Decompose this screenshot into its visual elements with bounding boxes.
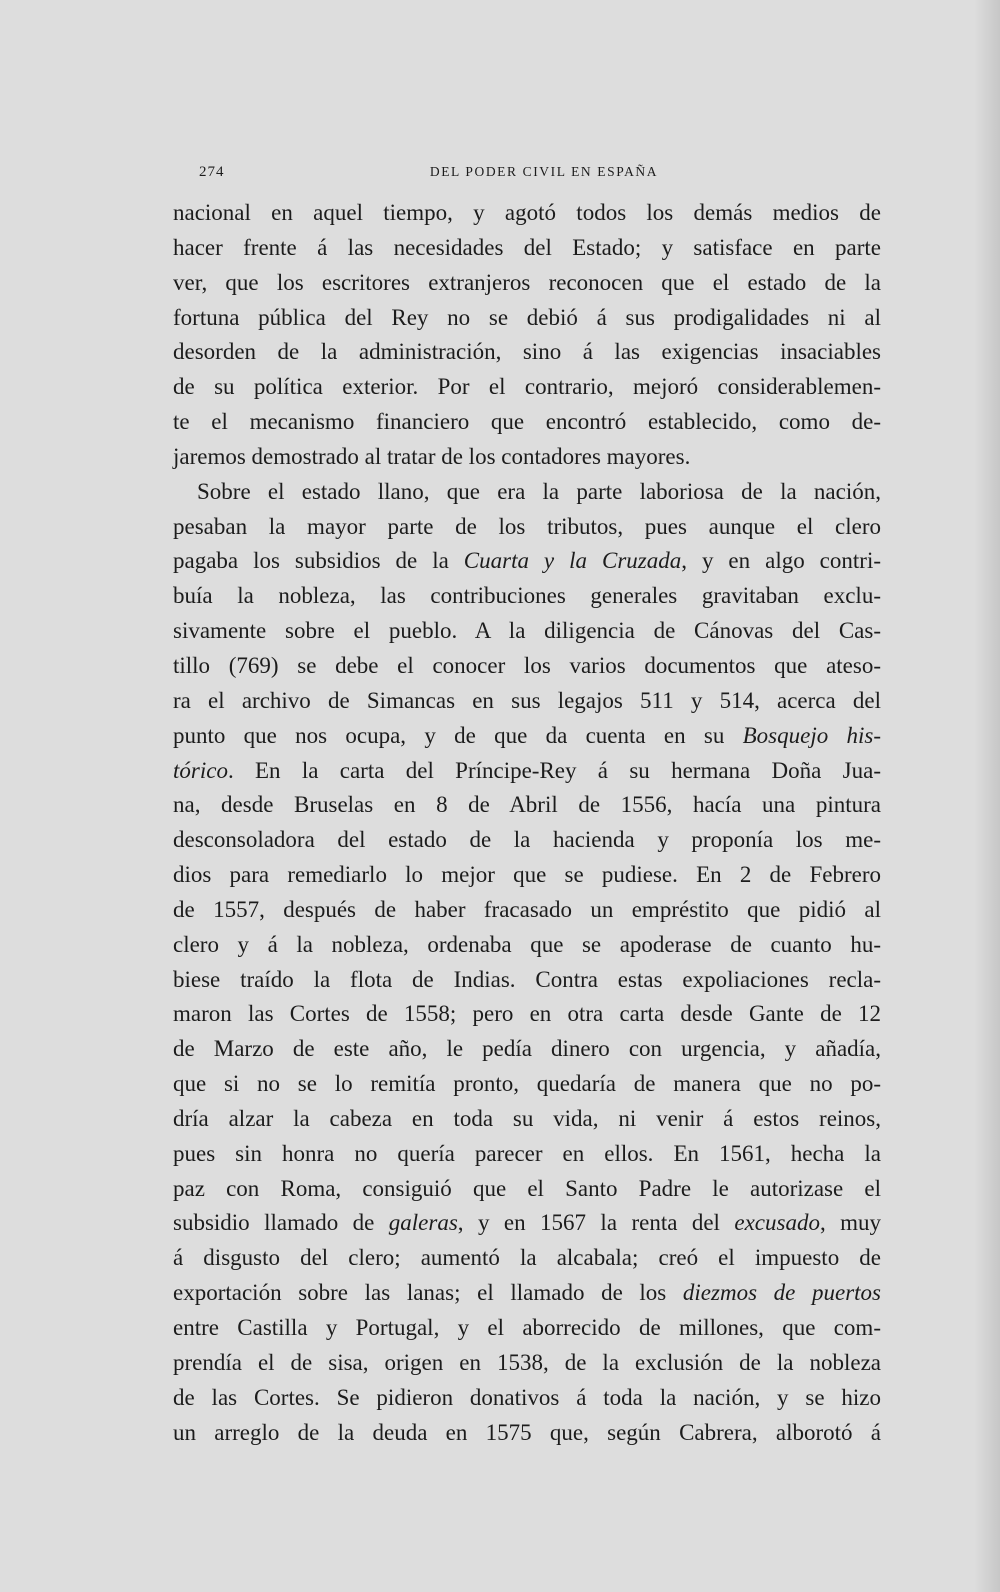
text-run: ra el archivo de Simancas en sus legajos 511 y 514, acerca del [173, 687, 881, 713]
text-run: clero y á la nobleza, ordenaba que se apoderase de cuanto hu- [173, 931, 881, 957]
text-run: sivamente sobre el pueblo. A la diligencia de Cánovas del Cas- [173, 618, 881, 644]
text-run: exportación sobre las lanas; el llamado de los [173, 1280, 683, 1306]
text-line [173, 510, 881, 545]
text-line [173, 196, 881, 231]
text-run: de su política exterior. Por el contrario, mejoró considerablemen- [173, 374, 881, 400]
text-run: de las Cortes. Se pidieron donativos á toda la nación, y se hizo [173, 1384, 881, 1410]
text-run: . En la carta del Príncipe-Rey á su hermana Doña Jua- [227, 757, 881, 783]
text-run: tillo (769) se debe el conocer los varios documentos que ateso- [173, 652, 881, 678]
text-line [173, 1241, 881, 1276]
body-text [173, 196, 881, 1450]
text-line [173, 823, 881, 858]
text-run: de Marzo de este año, le pedía dinero con urgencia, y añadía, [173, 1036, 881, 1062]
text-run: , y en algo contri- [681, 548, 881, 574]
text-run: jaremos demostrado al tratar de los contadores mayores. [173, 443, 691, 469]
text-line [173, 266, 881, 301]
text-line [173, 997, 881, 1032]
text-line [173, 579, 881, 614]
text-run: prendía el de sisa, origen en 1538, de la exclusión de la nobleza [173, 1349, 881, 1375]
text-line [173, 928, 881, 963]
running-title: DEL PODER CIVIL EN ESPAÑA [429, 164, 659, 179]
text-line [173, 754, 881, 789]
text-line [173, 1346, 881, 1381]
text-run: biese traído la flota de Indias. Contra estas expoliaciones recla- [173, 966, 881, 992]
text-run: un arreglo de la deuda en 1575 que, según Cabrera, alborotó á [173, 1419, 881, 1445]
text-run: pues sin honra no quería parecer en ellos. En 1561, hecha la [173, 1140, 881, 1166]
text-run: subsidio llamado de [173, 1210, 389, 1236]
text-run: entre Castilla y Portugal, y el aborrecido de millones, que com- [173, 1315, 881, 1340]
running-head [199, 164, 869, 186]
text-line [173, 858, 881, 893]
text-run: fortuna pública del Rey no se debió á sus prodigalidades ni al [173, 304, 881, 330]
text-run: paz con Roma, consiguió que el Santo Padre le autorizase el [173, 1175, 881, 1201]
text-run: buía la nobleza, las contribuciones generales gravitaban exclu- [173, 583, 881, 609]
text-run: punto que nos ocupa, y de que da cuenta en su [173, 722, 743, 748]
italic-title: tórico [173, 757, 228, 783]
text-line [173, 1067, 881, 1102]
text-run: , muy [819, 1210, 882, 1236]
text-line [173, 684, 881, 719]
text-line [173, 614, 881, 649]
text-line [173, 405, 881, 440]
text-line [173, 1276, 881, 1311]
page-edge-shadow [974, 0, 1000, 1592]
text-line [173, 544, 881, 579]
text-line [173, 335, 881, 370]
text-line [173, 1137, 881, 1172]
text-run: pagaba los subsidios de la [173, 548, 464, 574]
italic-term: diezmos de puertos [682, 1280, 881, 1306]
paragraph-start-line [173, 475, 881, 510]
text-line [173, 649, 881, 684]
text-line [173, 893, 881, 928]
text-line [173, 1416, 881, 1451]
text-line [173, 963, 881, 998]
text-line [173, 788, 881, 823]
text-run: desorden de la administración, sino á las exigencias insaciables [173, 339, 881, 365]
text-line [173, 1311, 881, 1346]
text-run: pesaban la mayor parte de los tributos, pues aunque el clero [173, 513, 881, 539]
text-line [173, 1032, 881, 1067]
text-run: nacional en aquel tiempo, y agotó todos los demás medios de [173, 200, 881, 225]
text-line [173, 231, 881, 266]
text-run: hacer frente á las necesidades del Estado; y satisface en parte [173, 234, 881, 260]
text-line [173, 370, 881, 405]
italic-title: Bosquejo his- [742, 722, 881, 748]
text-run: que si no se lo remitía pronto, quedaría de manera que no po- [173, 1071, 881, 1097]
text-run: Sobre el estado llano, que era la parte laboriosa de la nación, [197, 478, 881, 504]
paragraph-end-line [173, 440, 881, 475]
text-run: , y en 1567 la renta del [457, 1210, 735, 1236]
text-line [173, 719, 881, 754]
italic-term: excusado [734, 1210, 820, 1236]
text-run: dría alzar la cabeza en toda su vida, ni venir á estos reinos, [173, 1105, 881, 1131]
text-line [173, 1172, 881, 1207]
page-number: 274 [199, 164, 225, 180]
text-run: dios para remediarlo lo mejor que se pudiese. En 2 de Febrero [173, 862, 881, 888]
text-line [173, 1102, 881, 1137]
text-line [173, 301, 881, 336]
text-run: maron las Cortes de 1558; pero en otra carta desde Gante de 12 [173, 1001, 881, 1027]
text-run: na, desde Bruselas en 8 de Abril de 1556, hacía una pintura [173, 792, 881, 818]
italic-term: galeras [388, 1210, 458, 1236]
italic-title: Cuarta y la Cruzada [463, 548, 682, 574]
text-run: de 1557, después de haber fracasado un empréstito que pidió al [173, 896, 881, 922]
text-line [173, 1381, 881, 1416]
text-run: ver, que los escritores extranjeros reconocen que el estado de la [173, 269, 881, 295]
text-run: á disgusto del clero; aumentó la alcabala; creó el impuesto de [173, 1245, 881, 1271]
text-run: te el mecanismo financiero que encontró establecido, como de- [173, 409, 881, 435]
text-line [173, 1206, 881, 1241]
text-run: desconsoladora del estado de la hacienda y proponía los me- [173, 827, 881, 853]
